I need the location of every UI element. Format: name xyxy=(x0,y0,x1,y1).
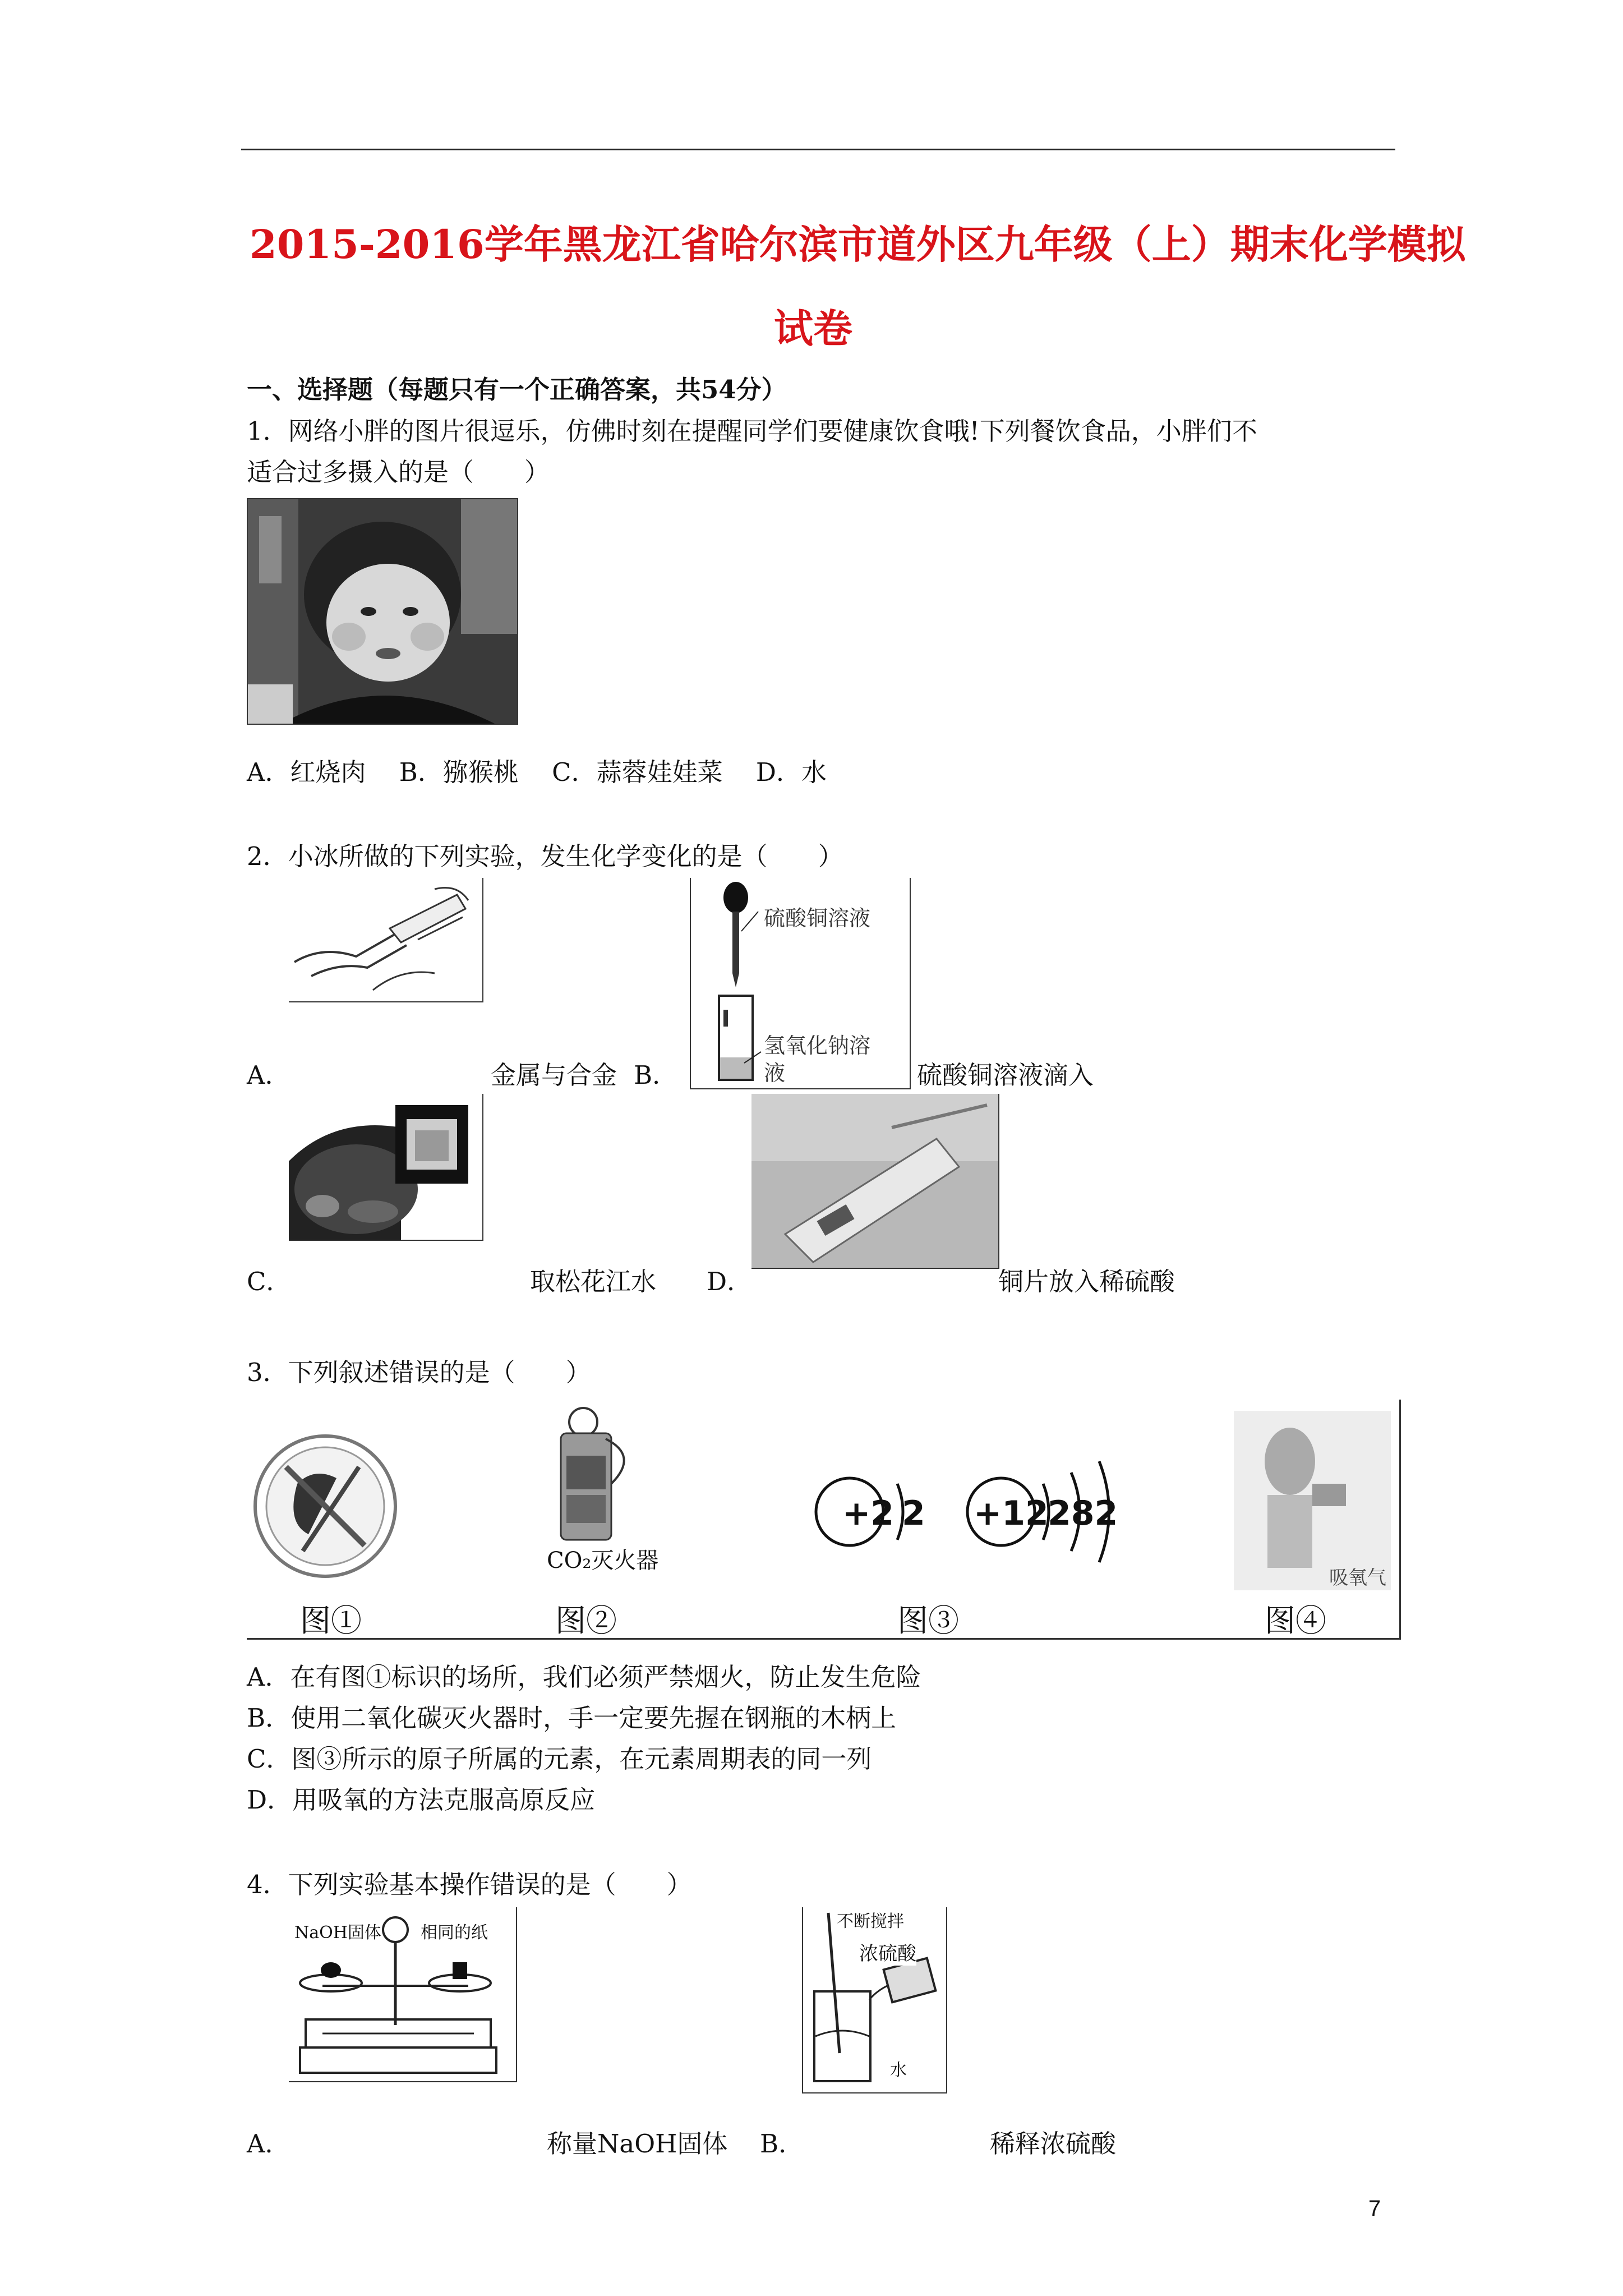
q2-option-d-text: 铜片放入稀硫酸 xyxy=(998,1267,1175,1296)
q2-fig-a-metals xyxy=(289,878,483,1002)
q4-fig-a-label-naoh: NaOH固体 xyxy=(294,1918,381,1943)
q4-fig-b-label-water: 水 xyxy=(890,2060,907,2080)
q3-fig4-label: 吸氧气 xyxy=(1329,1567,1386,1589)
q4-stem: 4．下列实验基本操作错误的是（ ） xyxy=(247,1870,692,1899)
q4-fig-a-label-paper: 相同的纸 xyxy=(421,1918,488,1943)
q4-option-b-letter: B． xyxy=(760,2129,804,2159)
q1-options: A．红烧肉 B．猕猴桃 C．蒜蓉娃娃菜 D．水 xyxy=(247,757,827,787)
q2-option-a-letter: A． xyxy=(247,1060,291,1090)
q2-option-b-text: 硫酸铜溶液滴入 xyxy=(917,1060,1094,1090)
q4-option-a-text: 称量NaOH固体 xyxy=(547,2129,728,2159)
q4-fig-b-dilution xyxy=(802,1907,947,2093)
q3-atom1-nucleus: +2 xyxy=(842,1494,895,1533)
q3-option-c: C．图③所示的原子所属的元素，在元素周期表的同一列 xyxy=(247,1744,872,1774)
q4-option-b-text: 稀释浓硫酸 xyxy=(990,2129,1117,2159)
header-rule xyxy=(241,149,1395,150)
q3-fig3-caption: 图③ xyxy=(897,1603,960,1639)
q4-fig-b-label-stir: 不断搅拌 xyxy=(837,1907,904,1932)
q1-stem-line2: 适合过多摄入的是（ ） xyxy=(247,457,550,487)
page-title-line2: 试卷 xyxy=(774,305,852,352)
q1-stem-line1: 1．网络小胖的图片很逗乐，仿佛时刻在提醒同学们要健康饮食哦!下列餐饮食品，小胖们不 xyxy=(247,416,1257,446)
q3-atom2-nucleus: +12 xyxy=(974,1494,1049,1533)
q2-option-b-letter: B． xyxy=(634,1060,678,1090)
q3-option-d: D．用吸氧的方法克服高原反应 xyxy=(247,1785,596,1815)
q2-fig-b-label-cuso4: 硫酸铜溶液 xyxy=(764,906,871,931)
q3-option-a: A．在有图①标识的场所，我们必须严禁烟火，防止发生危险 xyxy=(247,1662,921,1692)
q3-option-b: B．使用二氧化碳灭火器时，手一定要先握在钢瓶的木柄上 xyxy=(247,1703,897,1733)
q2-stem: 2．小冰所做的下列实验，发生化学变化的是（ ） xyxy=(247,841,843,871)
q2-option-d-letter: D． xyxy=(707,1267,753,1296)
page-title-line1: 2015-2016学年黑龙江省哈尔滨市道外区九年级（上）期末化学模拟 xyxy=(250,221,1466,268)
q2-option-a-text: 金属与合金 xyxy=(491,1060,617,1090)
q3-fig4-caption: 图④ xyxy=(1265,1603,1327,1639)
q2-option-c-letter: C． xyxy=(247,1267,292,1296)
q2-fig-d-copper-acid xyxy=(751,1094,999,1269)
q3-stem: 3．下列叙述错误的是（ ） xyxy=(247,1358,591,1387)
q3-fig2-caption: 图② xyxy=(555,1603,617,1639)
q4-option-a-letter: A． xyxy=(247,2129,291,2159)
q3-atom1-shells: 2 xyxy=(902,1494,925,1533)
q3-figure-strip xyxy=(247,1400,1401,1640)
q3-extinguisher-label: CO₂灭火器 xyxy=(547,1548,659,1573)
page-number: 7 xyxy=(1368,2196,1381,2221)
section-heading: 一、选择题（每题只有一个正确答案，共54分） xyxy=(247,375,787,404)
q2-fig-c-river xyxy=(289,1094,483,1241)
q1-photo-boy xyxy=(247,498,518,725)
q3-atom2-shells: 282 xyxy=(1048,1494,1118,1533)
q2-fig-b-label-naoh: 氢氧化钠溶液 xyxy=(764,1033,871,1086)
q2-option-c-text: 取松花江水 xyxy=(530,1267,657,1296)
q4-fig-b-label-acid: 浓硫酸 xyxy=(859,1938,916,1966)
q3-fig1-caption: 图① xyxy=(300,1603,362,1639)
q2-fig-b-dropper xyxy=(690,878,911,1089)
q4-fig-a-balance xyxy=(289,1907,517,2082)
